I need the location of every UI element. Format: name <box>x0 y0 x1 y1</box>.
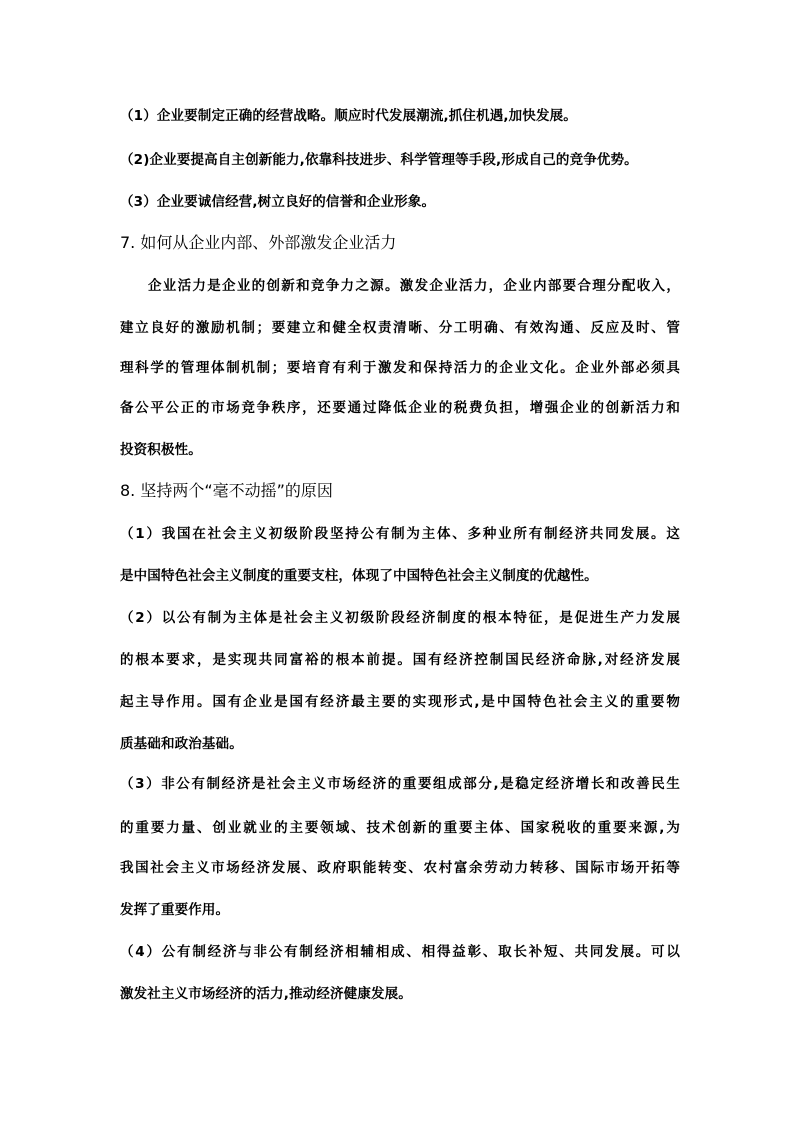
paragraph-line: 起主导作用。国有企业是国有经济最主要的实现形式,是中国特色社会主义的重要物 <box>120 694 680 710</box>
paragraph-line: （1）我国在社会主义初级阶段坚持公有制为主体、多种业所有制经济共同发展。这 <box>120 526 680 542</box>
section-heading-8: 8. 坚持两个“毫不动摇”的原因 <box>120 481 333 500</box>
paragraph-line: 发挥了重要作用。 <box>120 902 230 918</box>
paragraph-line: 质基础和政治基础。 <box>120 736 243 752</box>
paragraph-line: 是中国特色社会主义制度的重要支柱，体现了中国特色社会主义制度的优越性。 <box>120 568 598 584</box>
paragraph-line: 的根本要求，是实现共同富裕的根本前提。国有经济控制国民经济命脉,对经济发展 <box>120 652 680 668</box>
paragraph-line: 的重要力量、创业就业的主要领域、技术创新的重要主体、国家税收的重要来源,为 <box>120 820 680 836</box>
paragraph-line: （1）企业要制定正确的经营战略。顺应时代发展潮流,抓住机遇,加快发展。 <box>120 108 577 124</box>
paragraph-line: 理科学的管理体制机制；要培育有利于激发和保持活力的企业文化。企业外部必须具 <box>120 360 680 376</box>
paragraph-line: （3）企业要诚信经营,树立良好的信誉和企业形象。 <box>120 194 436 210</box>
paragraph-line: （3）非公有制经济是社会主义市场经济的重要组成部分,是稳定经济增长和改善民生 <box>120 776 680 792</box>
paragraph-line: 激发社主义市场经济的活力,推动经济健康发展。 <box>120 986 412 1002</box>
paragraph-line: 投资积极性。 <box>120 442 202 458</box>
section-heading-7: 7. 如何从企业内部、外部激发企业活力 <box>120 233 397 252</box>
paragraph-line: 我国社会主义市场经济发展、政府职能转变、农村富余劳动力转移、国际市场开拓等 <box>120 860 680 876</box>
paragraph-line: 建立良好的激励机制；要建立和健全权责清晰、分工明确、有效沟通、反应及时、管 <box>120 320 680 336</box>
paragraph-line: （4）公有制经济与非公有制经济相辅相成、相得益彰、取长补短、共同发展。可以 <box>120 944 680 960</box>
paragraph-line: （2）以公有制为主体是社会主义初级阶段经济制度的根本特征，是促进生产力发展 <box>120 610 680 626</box>
paragraph-line: 备公平公正的市场竞争秩序，还要通过降低企业的税费负担，增强企业的创新活力和 <box>120 400 680 416</box>
paragraph-line: 企业活力是企业的创新和竞争力之源。激发企业活力，企业内部要合理分配收入， <box>148 278 680 294</box>
paragraph-line: （2)企业要提高自主创新能力,依靠科技进步、科学管理等手段,形成自己的竞争优势。 <box>120 152 638 168</box>
